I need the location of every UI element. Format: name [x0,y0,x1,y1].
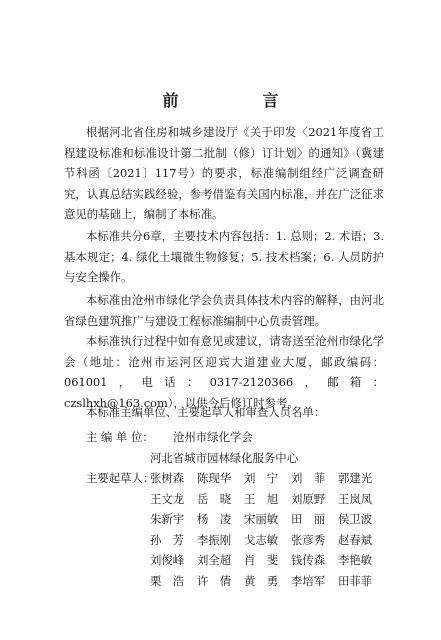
drafter-name: 刘 宁 [244,471,279,485]
drafter-name: 杨 凌 [197,512,232,526]
chief-unit-1: 沧州市绿化学会 [173,430,253,444]
drafter-name: 李艳敏 [338,553,373,567]
preface-paragraph-4 [64,331,384,413]
paragraph-text: 根据河北省住房和城乡建设厅《关于印发〈2021年度省工程建设标准和标准设计第二批制（修）订计划〉的通知》（冀建节科函〔2021〕117号）的要求，标准编制组经广泛调查研究，认真总结实践经验，参考借鉴有关国内标准，并在广泛征求意见的基础上，编制了本标准。 [64,125,384,221]
preface-paragraph-2 [64,226,384,288]
drafter-name: 李振刚 [197,532,232,547]
drafter-name: 肖 斐 [244,553,279,567]
paragraph-text: 本标准由沧州市绿化学会负责具体技术内容的解释，由河北省绿色建筑推广与建设工程标准编制中心负责管理。 [64,293,384,328]
drafters-label: 主要起草人： [86,471,155,485]
drafter-name: 刘俊峰 [150,553,185,567]
paragraph-text: 本标准共分6章，主要技术内容包括：1. 总则；2. 术语；3. 基本规定；4. 绿化土壤微生物修复；5. 技术档案；6. 人员防护与安全操作。 [64,229,384,284]
page-title: 前 言 [162,91,313,110]
drafter-name: 郭建光 [338,471,373,485]
drafter-name: 陈现华 [197,471,232,485]
drafter-name: 王 旭 [244,491,279,506]
drafter-name: 王岚凤 [338,491,373,506]
chief-units-label: 主 编 单 位： [86,430,154,444]
drafter-name: 宋丽敏 [244,512,279,526]
drafter-name: 黄 勇 [244,573,279,588]
drafter-name: 李培军 [291,573,326,588]
drafter-name: 钱传森 [291,553,326,567]
paragraph-text: 本标准主编单位、主要起草人和审查人员名单： [86,405,326,419]
drafter-name: 刘全超 [197,553,232,567]
drafter-name: 王文龙 [150,491,185,506]
drafter-name: 朱新宇 [150,512,185,526]
drafter-name: 田菲菲 [338,573,373,588]
chief-unit-2: 河北省城市园林绿化服务中心 [150,451,299,465]
drafter-name: 田 丽 [291,512,326,526]
drafter-name: 刘 菲 [291,471,326,485]
drafter-name: 戈志敏 [244,532,279,547]
paragraph-text: 本标准执行过程中如有意见或建议，请寄送至沧州市绿化学会（地址：沧州市运河区迎宾大道建业大厦，邮政编码：061001，电话：0317-2120366，邮箱：czslhxh@163.com），以供今后修订时参考。 [64,334,384,410]
preface-paragraph-3 [64,290,384,331]
drafter-name: 岳 晓 [197,491,232,506]
drafter-name: 赵春斌 [338,532,373,547]
drafter-name: 栗 浩 [150,573,185,588]
drafter-name: 许 倩 [197,573,232,588]
drafter-name: 孙 芳 [150,532,185,547]
drafter-name: 刘原野 [291,491,326,506]
drafter-name: 张树森 [150,471,185,485]
preface-paragraph-1 [64,122,384,225]
preface-paragraph-5 [64,402,384,423]
drafter-name: 侯卫波 [338,512,373,526]
drafter-name: 张彦秀 [291,532,326,547]
